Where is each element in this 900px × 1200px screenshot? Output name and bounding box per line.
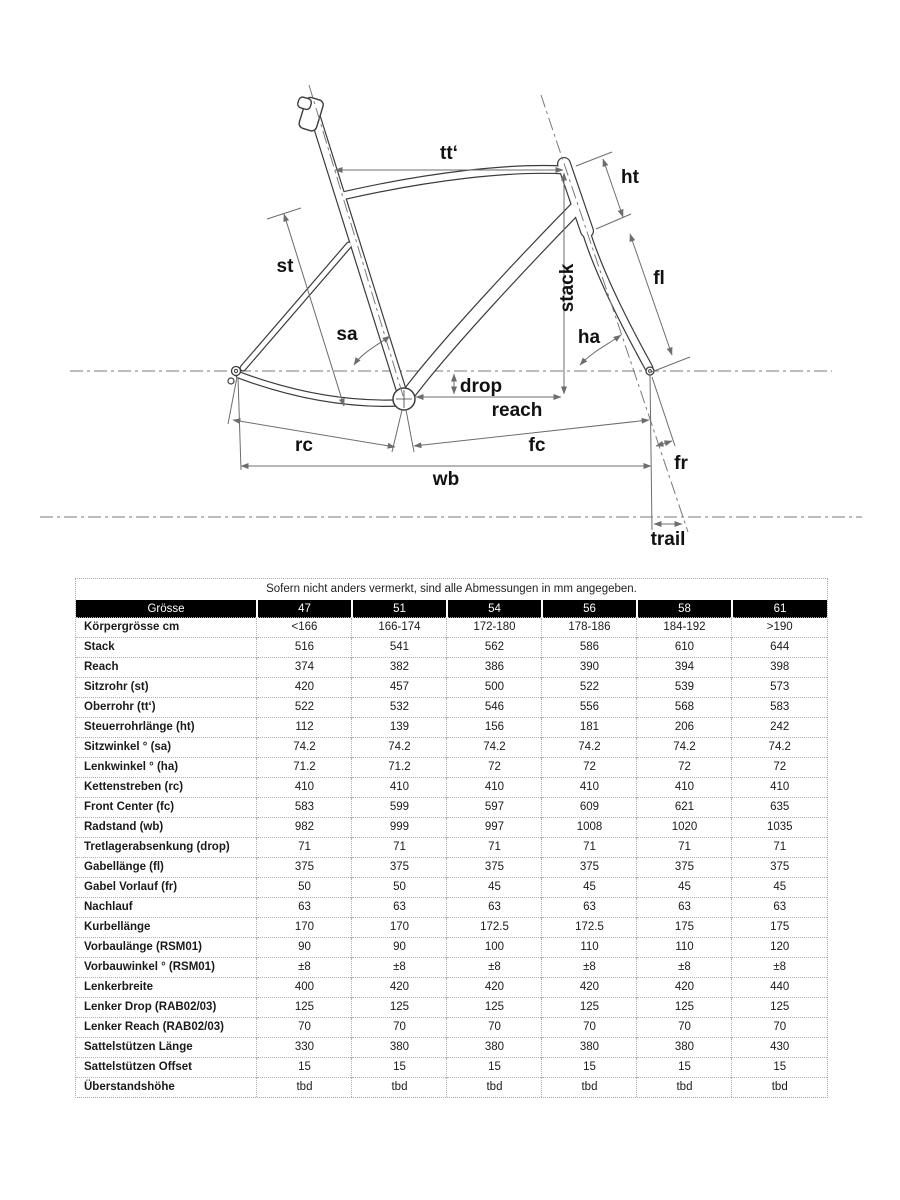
row-label: Überstandshöhe: [76, 1078, 257, 1098]
value-cell: 420: [637, 978, 732, 998]
value-cell: 522: [542, 678, 637, 698]
value-cell: 125: [637, 998, 732, 1018]
geometry-table-wrapper: [75, 578, 828, 1098]
value-cell: 382: [352, 658, 447, 678]
value-cell: 70: [542, 1018, 637, 1038]
value-cell: 610: [637, 638, 732, 658]
value-cell: 125: [447, 998, 542, 1018]
table-row: [76, 1018, 827, 1038]
value-cell: 74.2: [257, 738, 352, 758]
table-row: [76, 918, 827, 938]
value-cell: 410: [257, 778, 352, 798]
header-size-56: 56: [542, 600, 637, 618]
value-cell: 70: [447, 1018, 542, 1038]
value-cell: tbd: [257, 1078, 352, 1098]
header-size-58: 58: [637, 600, 732, 618]
value-cell: 125: [542, 998, 637, 1018]
table-row: [76, 938, 827, 958]
value-cell: 70: [352, 1018, 447, 1038]
value-cell: 410: [352, 778, 447, 798]
label-tt: tt‘: [440, 143, 458, 164]
value-cell: 380: [447, 1038, 542, 1058]
table-row: [76, 678, 827, 698]
value-cell: 71: [637, 838, 732, 858]
ht-dimension: [603, 159, 623, 217]
table-header-row: [76, 600, 827, 618]
table-row: [76, 878, 827, 898]
value-cell: ±8: [637, 958, 732, 978]
value-cell: tbd: [637, 1078, 732, 1098]
value-cell: 644: [732, 638, 827, 658]
label-ht: ht: [621, 167, 639, 188]
value-cell: 178-186: [542, 618, 637, 638]
row-label: Sitzrohr (st): [76, 678, 257, 698]
value-cell: 63: [257, 898, 352, 918]
value-cell: ±8: [352, 958, 447, 978]
value-cell: 635: [732, 798, 827, 818]
value-cell: 63: [352, 898, 447, 918]
value-cell: 1020: [637, 818, 732, 838]
value-cell: 71.2: [352, 758, 447, 778]
row-label: Kurbellänge: [76, 918, 257, 938]
value-cell: ±8: [732, 958, 827, 978]
value-cell: 110: [542, 938, 637, 958]
value-cell: 982: [257, 818, 352, 838]
value-cell: 541: [352, 638, 447, 658]
value-cell: 156: [447, 718, 542, 738]
value-cell: 390: [542, 658, 637, 678]
value-cell: 583: [257, 798, 352, 818]
value-cell: 15: [447, 1058, 542, 1078]
tube-axes: [309, 85, 688, 532]
value-cell: 375: [447, 858, 542, 878]
down-tube-fill: [407, 208, 576, 396]
value-cell: 457: [352, 678, 447, 698]
value-cell: 568: [637, 698, 732, 718]
value-cell: 45: [542, 878, 637, 898]
value-cell: 72: [542, 758, 637, 778]
row-label: Stack: [76, 638, 257, 658]
value-cell: 375: [732, 858, 827, 878]
table-row: [76, 958, 827, 978]
value-cell: 609: [542, 798, 637, 818]
value-cell: ±8: [542, 958, 637, 978]
value-cell: 181: [542, 718, 637, 738]
value-cell: tbd: [732, 1078, 827, 1098]
geometry-table: [76, 600, 827, 1097]
bike-geometry-diagram: [0, 0, 900, 570]
front-axle-extension: [650, 375, 652, 530]
value-cell: 45: [732, 878, 827, 898]
value-cell: 583: [732, 698, 827, 718]
row-label: Nachlauf: [76, 898, 257, 918]
label-wb: wb: [432, 469, 460, 490]
table-row: [76, 658, 827, 678]
value-cell: 242: [732, 718, 827, 738]
value-cell: 112: [257, 718, 352, 738]
value-cell: 380: [542, 1038, 637, 1058]
value-cell: 15: [257, 1058, 352, 1078]
value-cell: 63: [447, 898, 542, 918]
value-cell: tbd: [352, 1078, 447, 1098]
value-cell: 386: [447, 658, 542, 678]
row-label: Steuerrohrlänge (ht): [76, 718, 257, 738]
value-cell: 420: [447, 978, 542, 998]
bottom-bracket: [393, 388, 415, 410]
value-cell: 375: [352, 858, 447, 878]
value-cell: 375: [542, 858, 637, 878]
value-cell: 330: [257, 1038, 352, 1058]
value-cell: 175: [732, 918, 827, 938]
value-cell: 394: [637, 658, 732, 678]
row-label: Radstand (wb): [76, 818, 257, 838]
value-cell: 522: [257, 698, 352, 718]
table-row: [76, 838, 827, 858]
value-cell: 71: [542, 838, 637, 858]
row-label: Gabel Vorlauf (fr): [76, 878, 257, 898]
value-cell: 70: [257, 1018, 352, 1038]
value-cell: 573: [732, 678, 827, 698]
value-cell: 599: [352, 798, 447, 818]
row-label: Oberrohr (tt‘): [76, 698, 257, 718]
value-cell: 410: [732, 778, 827, 798]
row-label: Front Center (fc): [76, 798, 257, 818]
value-cell: 63: [637, 898, 732, 918]
label-ha: ha: [577, 327, 601, 348]
value-cell: 546: [447, 698, 542, 718]
table-row: [76, 1058, 827, 1078]
value-cell: 556: [542, 698, 637, 718]
value-cell: 206: [637, 718, 732, 738]
value-cell: 621: [637, 798, 732, 818]
label-trail: trail: [650, 529, 686, 550]
table-row: [76, 798, 827, 818]
table-row: [76, 698, 827, 718]
bb-extension-left: [392, 410, 402, 452]
row-label: Lenker Drop (RAB02/03): [76, 998, 257, 1018]
row-label: Lenkwinkel ° (ha): [76, 758, 257, 778]
ht-extension-tick-top: [576, 152, 612, 166]
value-cell: 997: [447, 818, 542, 838]
value-cell: 15: [542, 1058, 637, 1078]
value-cell: 375: [637, 858, 732, 878]
value-cell: tbd: [542, 1078, 637, 1098]
value-cell: 71.2: [257, 758, 352, 778]
value-cell: 539: [637, 678, 732, 698]
value-cell: ±8: [447, 958, 542, 978]
value-cell: 172-180: [447, 618, 542, 638]
table-caption: Sofern nicht anders vermerkt, sind alle Abmessungen in mm angegeben.: [266, 583, 637, 595]
table-head: [76, 600, 827, 618]
label-rc: rc: [295, 435, 313, 456]
value-cell: 410: [542, 778, 637, 798]
value-cell: 74.2: [352, 738, 447, 758]
value-cell: 1035: [732, 818, 827, 838]
bb-extension-right: [406, 410, 414, 452]
row-label: Körpergrösse cm: [76, 618, 257, 638]
table-row: [76, 998, 827, 1018]
value-cell: 420: [352, 978, 447, 998]
value-cell: 72: [447, 758, 542, 778]
header-size-61: 61: [732, 600, 827, 618]
label-drop: drop: [459, 376, 503, 397]
row-label: Tretlagerabsenkung (drop): [76, 838, 257, 858]
table-row: [76, 818, 827, 838]
value-cell: 45: [637, 878, 732, 898]
value-cell: 63: [732, 898, 827, 918]
value-cell: 15: [352, 1058, 447, 1078]
row-label: Vorbaulänge (RSM01): [76, 938, 257, 958]
row-label: Lenker Reach (RAB02/03): [76, 1018, 257, 1038]
label-fc: fc: [528, 435, 546, 456]
label-stack: stack: [557, 263, 578, 313]
rear-axle-extension-wb: [238, 377, 241, 470]
label-fl: fl: [653, 268, 665, 289]
value-cell: ±8: [257, 958, 352, 978]
value-cell: 125: [257, 998, 352, 1018]
value-cell: 74.2: [637, 738, 732, 758]
value-cell: 400: [257, 978, 352, 998]
value-cell: 562: [447, 638, 542, 658]
header-size-51: 51: [352, 600, 447, 618]
value-cell: 380: [637, 1038, 732, 1058]
header-size-label: Grösse: [76, 600, 257, 618]
table-row: [76, 858, 827, 878]
header-size-47: 47: [257, 600, 352, 618]
value-cell: 72: [732, 758, 827, 778]
row-label: Vorbauwinkel ° (RSM01): [76, 958, 257, 978]
value-cell: 172.5: [542, 918, 637, 938]
table-body: [76, 618, 827, 1098]
value-cell: 172.5: [447, 918, 542, 938]
table-row: [76, 778, 827, 798]
table-row: [76, 978, 827, 998]
value-cell: 71: [257, 838, 352, 858]
value-cell: 500: [447, 678, 542, 698]
value-cell: 170: [352, 918, 447, 938]
value-cell: 184-192: [637, 618, 732, 638]
value-cell: tbd: [447, 1078, 542, 1098]
table-row: [76, 1038, 827, 1058]
value-cell: 71: [352, 838, 447, 858]
row-label: Gabellänge (fl): [76, 858, 257, 878]
value-cell: 74.2: [447, 738, 542, 758]
value-cell: 110: [637, 938, 732, 958]
ht-extension-tick-bottom: [596, 214, 631, 229]
value-cell: 63: [542, 898, 637, 918]
value-cell: 120: [732, 938, 827, 958]
value-cell: 15: [732, 1058, 827, 1078]
row-label: Lenkerbreite: [76, 978, 257, 998]
value-cell: 410: [637, 778, 732, 798]
value-cell: 175: [637, 918, 732, 938]
row-label: Sitzwinkel ° (sa): [76, 738, 257, 758]
table-row: [76, 738, 827, 758]
value-cell: 90: [257, 938, 352, 958]
value-cell: 999: [352, 818, 447, 838]
value-cell: 50: [352, 878, 447, 898]
row-label: Sattelstützen Länge: [76, 1038, 257, 1058]
value-cell: 1008: [542, 818, 637, 838]
value-cell: 74.2: [732, 738, 827, 758]
value-cell: 440: [732, 978, 827, 998]
value-cell: 70: [732, 1018, 827, 1038]
value-cell: 532: [352, 698, 447, 718]
rc-dimension: [233, 420, 395, 447]
value-cell: 420: [257, 678, 352, 698]
value-cell: 70: [637, 1018, 732, 1038]
table-row: [76, 718, 827, 738]
value-cell: <166: [257, 618, 352, 638]
value-cell: 410: [447, 778, 542, 798]
value-cell: 586: [542, 638, 637, 658]
table-row: [76, 758, 827, 778]
label-fr: fr: [674, 453, 688, 474]
row-label: Kettenstreben (rc): [76, 778, 257, 798]
value-cell: 430: [732, 1038, 827, 1058]
value-cell: 374: [257, 658, 352, 678]
table-row: [76, 618, 827, 638]
value-cell: 170: [257, 918, 352, 938]
table-row: [76, 1078, 827, 1098]
st-extension-tick: [267, 208, 301, 219]
value-cell: 71: [732, 838, 827, 858]
value-cell: 74.2: [542, 738, 637, 758]
label-st: st: [276, 256, 294, 277]
value-cell: 72: [637, 758, 732, 778]
value-cell: 125: [732, 998, 827, 1018]
row-label: Sattelstützen Offset: [76, 1058, 257, 1078]
fl-extension-tick: [649, 357, 690, 373]
value-cell: 71: [447, 838, 542, 858]
value-cell: 45: [447, 878, 542, 898]
label-reach: reach: [491, 400, 543, 421]
value-cell: 100: [447, 938, 542, 958]
table-row: [76, 898, 827, 918]
table-row: [76, 638, 827, 658]
value-cell: 139: [352, 718, 447, 738]
value-cell: 597: [447, 798, 542, 818]
value-cell: 15: [637, 1058, 732, 1078]
seat-stay-fill: [243, 245, 349, 368]
fr-offset-line: [652, 377, 675, 446]
value-cell: 420: [542, 978, 637, 998]
value-cell: 375: [257, 858, 352, 878]
chain-stay-fill: [239, 375, 399, 403]
header-size-54: 54: [447, 600, 542, 618]
row-label: Reach: [76, 658, 257, 678]
value-cell: 398: [732, 658, 827, 678]
value-cell: 50: [257, 878, 352, 898]
value-cell: 90: [352, 938, 447, 958]
value-cell: 516: [257, 638, 352, 658]
centerlines: [40, 371, 862, 517]
value-cell: >190: [732, 618, 827, 638]
value-cell: 125: [352, 998, 447, 1018]
value-cell: 380: [352, 1038, 447, 1058]
label-sa: sa: [336, 324, 358, 345]
value-cell: 166-174: [352, 618, 447, 638]
